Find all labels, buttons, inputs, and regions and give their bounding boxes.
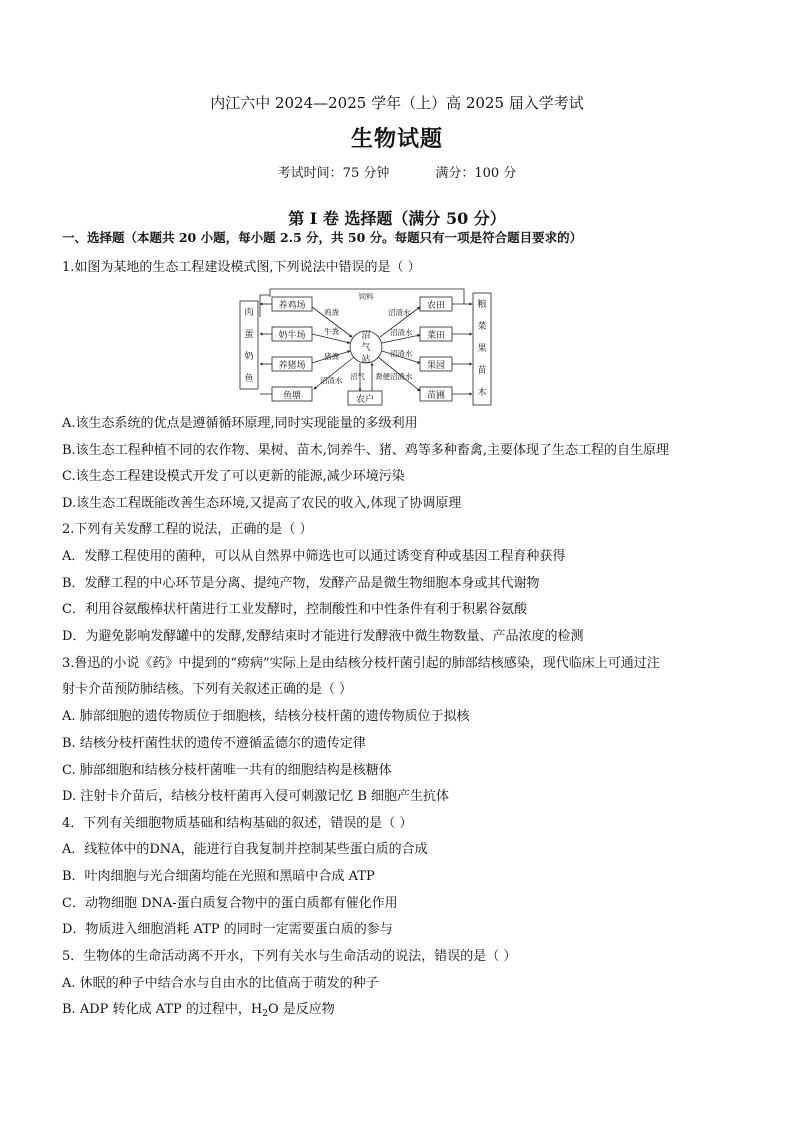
eco-engineering-diagram	[238, 287, 494, 409]
question-2-option-d: D．为避免影响发酵罐中的发酵,发酵结束时才能进行发酵液中微生物数量、产品浓度的检测	[62, 629, 584, 644]
question-3-option-a: A. 肺部细胞的遗传物质位于细胞核，结核分枝杆菌的遗传物质位于拟核	[62, 709, 470, 724]
question-4-option-a: A．线粒体中的DNA，能进行自我复制并控制某些蛋白质的合成	[62, 842, 428, 857]
question-5-option-b	[62, 1001, 335, 1023]
nursery-label: 苗圃	[426, 391, 446, 401]
subject-title: 生物试题	[350, 127, 443, 152]
q5-option-b-subscript: 2	[262, 1009, 268, 1019]
left-label-char-3: 奶	[244, 352, 254, 362]
exam-time: 考试时间：75 分钟	[277, 166, 390, 181]
center-char-3: 站	[361, 355, 371, 365]
slurry-vegetable-label: 沼渣水	[390, 328, 413, 337]
question-4-stem: 4．下列有关细胞物质基础和结构基础的叙述，错误的是（ ）	[62, 816, 413, 831]
question-1-option-b: B.该生态工程种植不同的农作物、果树、苗木,饲养牛、猪、鸡等多种畜禽,主要体现了生态工程的自生原理	[62, 443, 669, 458]
q5-option-b-prefix: B. ADP 转化成 ATP 的过程中，H	[62, 1002, 263, 1017]
question-3-option-d: D. 注射卡介苗后，结核分枝杆菌再入侵可刺激记忆 B 细胞产生抗体	[62, 789, 450, 804]
exam-info	[0, 162, 794, 181]
slurry-nursery-label: 沼渣水	[390, 372, 413, 381]
center-char-2: 气	[361, 343, 371, 353]
question-4-option-d: D．物质进入细胞消耗 ATP 的同时一定需要蛋白质的参与	[62, 922, 393, 937]
left-label-char-4: 鱼	[244, 374, 254, 384]
school-exam-line: 内江六中 2024—2025 学年（上）高 2025 届入学考试	[210, 94, 584, 112]
dairy-farm-label: 奶牛场	[278, 331, 306, 341]
right-label-char-3: 果	[477, 344, 487, 354]
question-4-option-b: B．叶肉细胞与光合细菌均能在光照和黑暗中合成 ATP	[62, 869, 375, 884]
question-3-stem-line-2: 射卡介苗预防肺结核。下列有关叙述正确的是（ ）	[62, 682, 353, 697]
right-label-char-4: 苗	[477, 366, 487, 376]
right-label-char-1: 粮	[477, 300, 487, 310]
vegetable-field-label: 菜田	[426, 331, 446, 341]
farmer-household-label: 农户	[355, 395, 375, 405]
right-label-char-5: 木	[477, 388, 487, 398]
left-label-char-2: 蛋	[244, 330, 254, 340]
question-2-option-a: A．发酵工程使用的菌种，可以从自然界中筛选也可以通过诱变育种或基因工程育种获得	[62, 549, 566, 564]
chicken-manure-label: 鸡粪	[324, 308, 339, 317]
pig-manure-label: 猪粪	[324, 352, 339, 361]
slurry-orchard-label: 沼渣水	[390, 349, 413, 358]
question-2-option-b: B．发酵工程的中心环节是分离、提纯产物，发酵产品是微生物细胞本身或其代谢物	[62, 576, 540, 591]
feces-label: 粪便	[375, 372, 390, 381]
left-label-char-1: 肉	[244, 308, 254, 318]
question-1-option-c: C.该生态工程建设模式开发了可以更新的能源,减少环境污染	[62, 469, 405, 484]
farmland-label: 农田	[426, 301, 446, 311]
question-1-stem: 1.如图为某地的生态工程建设模式图,下列说法中错误的是（ ）	[62, 260, 421, 275]
q5-option-b-suffix: O 是反应物	[267, 1002, 335, 1017]
feed-label: 饲料	[358, 292, 374, 301]
question-1-option-d: D.该生态工程既能改善生态环境,又提高了农民的收入,体现了协调原理	[62, 496, 462, 511]
question-5-option-a: A. 休眠的种子中结合水与自由水的比值高于萌发的种子	[62, 976, 379, 991]
orchard-label: 果园	[426, 361, 446, 371]
question-5-stem: 5．生物体的生命活动离不开水，下列有关水与生命活动的说法，错误的是（ ）	[62, 949, 517, 964]
question-4-option-c: C．动物细胞 DNA-蛋白质复合物中的蛋白质都有催化作用	[62, 896, 398, 911]
biogas-label: 沼气	[350, 372, 365, 381]
full-score: 满分：100 分	[435, 166, 517, 181]
question-1-option-a: A.该生态系统的优点是遵循循环原理,同时实现能量的多级利用	[62, 416, 418, 431]
chicken-farm-label: 养鸡场	[278, 301, 306, 311]
section-instructions: 一、选择题（本题共 20 小题，每小题 2.5 分，共 50 分。每题只有一项是符合题目要求的）	[62, 230, 583, 245]
center-char-1: 沼	[361, 331, 371, 341]
pig-farm-label: 养猪场	[278, 361, 306, 371]
diagram-svg	[238, 287, 494, 409]
slurry-farmland-label: 沼渣水	[388, 308, 411, 317]
fish-pond-label: 鱼塘	[282, 391, 302, 401]
question-3-option-c: C. 肺部细胞和结核分枝杆菌唯一共有的细胞结构是核糖体	[62, 763, 392, 778]
question-3-option-b: B. 结核分枝杆菌性状的遗传不遵循孟德尔的遗传定律	[62, 736, 366, 751]
question-2-stem: 2.下列有关发酵工程的说法，正确的是（ ）	[62, 522, 313, 537]
question-3-stem-line-1: 3.鲁迅的小说《药》中提到的“痨病”实际上是由结核分枝杆菌引起的肺部结核感染，现代临床上可通过注	[62, 656, 660, 671]
slurry-to-pond-label: 沼渣水	[320, 376, 343, 385]
right-label-char-2: 菜	[477, 322, 487, 332]
left-top-connector	[260, 295, 270, 317]
cow-manure-label: 牛粪	[324, 327, 339, 336]
section-title: 第 I 卷 选择题（满分 50 分）	[288, 209, 506, 228]
question-2-option-c: C．利用谷氨酸棒状杆菌进行工业发酵时，控制酸性和中性条件有利于积累谷氨酸	[62, 602, 527, 617]
